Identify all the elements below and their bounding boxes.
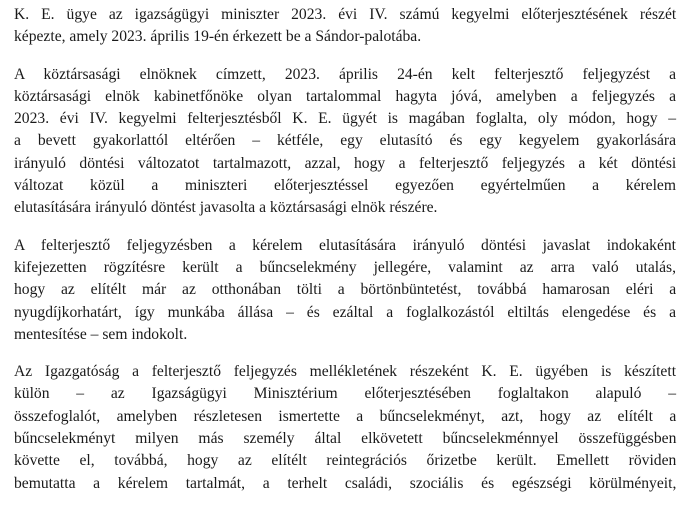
text-line: mentesítése – sem indokolt. xyxy=(14,325,188,343)
text-line: hogy az elítélt már az otthonában tölti a börtönbüntetést, továbbá hamarosan eléri a xyxy=(14,281,677,299)
text-line: összefoglalót, amelyben részletesen ismertette a bűncselekményt, azt, hogy az elítélt a xyxy=(14,407,677,425)
text-line: bemutatta a kérelem tartalmát, a terhelt családi, szociális és egészségi körülményeit, xyxy=(14,474,677,492)
text-line: K. E. ügye az igazságügyi miniszter 2023. évi IV. számú kegyelmi előterjesztésének részét xyxy=(14,6,677,23)
text-line: irányuló döntési változatot tartalmazott, azzal, hogy a felterjesztő feljegyzés a két döntési xyxy=(14,154,677,172)
text-line: a bevett gyakorlattól eltérően – kétféle, egy elutasító és egy kegyelem gyakorlására xyxy=(14,132,676,150)
text-line: külön – az Igazságügyi Minisztérium előterjesztésében foglaltakon alapuló – xyxy=(14,385,676,403)
paragraph-1 xyxy=(14,4,676,49)
text-line: változat közül a miniszteri előterjesztéssel egyezően egyértelműen a kérelem xyxy=(14,177,676,195)
text-line: köztársasági elnök kabinetfőnöke olyan tartalommal hagyta jóvá, amelyben a feljegyzés a xyxy=(14,87,676,105)
text-line: A köztársasági elnöknek címzett, 2023. április 24-én kelt felterjesztő feljegyzést a xyxy=(14,65,677,83)
text-line: képezte, amely 2023. április 19-én érkezett be a Sándor-palotába. xyxy=(14,28,422,46)
paragraph-3 xyxy=(14,235,676,346)
text-line: bűncselekményt milyen más személy által elkövetett bűncselekménnyel összefüggésben xyxy=(14,430,677,448)
text-line: követte el, továbbá, hogy az elítélt reintegrációs őrizetbe került. Emellett röviden xyxy=(14,452,677,470)
text-line: Az Igazgatóság a felterjesztő feljegyzés mellékletének részeként K. E. ügyében is készített xyxy=(14,363,677,381)
text-line: kifejezetten rögzítésre került a bűncselekmény jellegére, valamint az arra való utalás, xyxy=(14,258,676,276)
text-line: A felterjesztő feljegyzésben a kérelem elutasítására irányuló döntési javaslat indokaként xyxy=(14,236,676,254)
text-line: nyugdíjkorhatárt, így munkába állása – és ezáltal a foglalkozástól eltiltás elengedése és a xyxy=(14,303,676,321)
text-line: 2023. évi IV. kegyelmi felterjesztésből K. E. ügyét is magában foglalta, oly módon, hogy – xyxy=(14,110,677,128)
text-line: elutasítására irányuló döntést javasolta a köztársasági elnök részére. xyxy=(14,199,438,217)
paragraph-4 xyxy=(14,361,676,495)
paragraph-2 xyxy=(14,64,676,220)
document-page xyxy=(14,0,676,510)
